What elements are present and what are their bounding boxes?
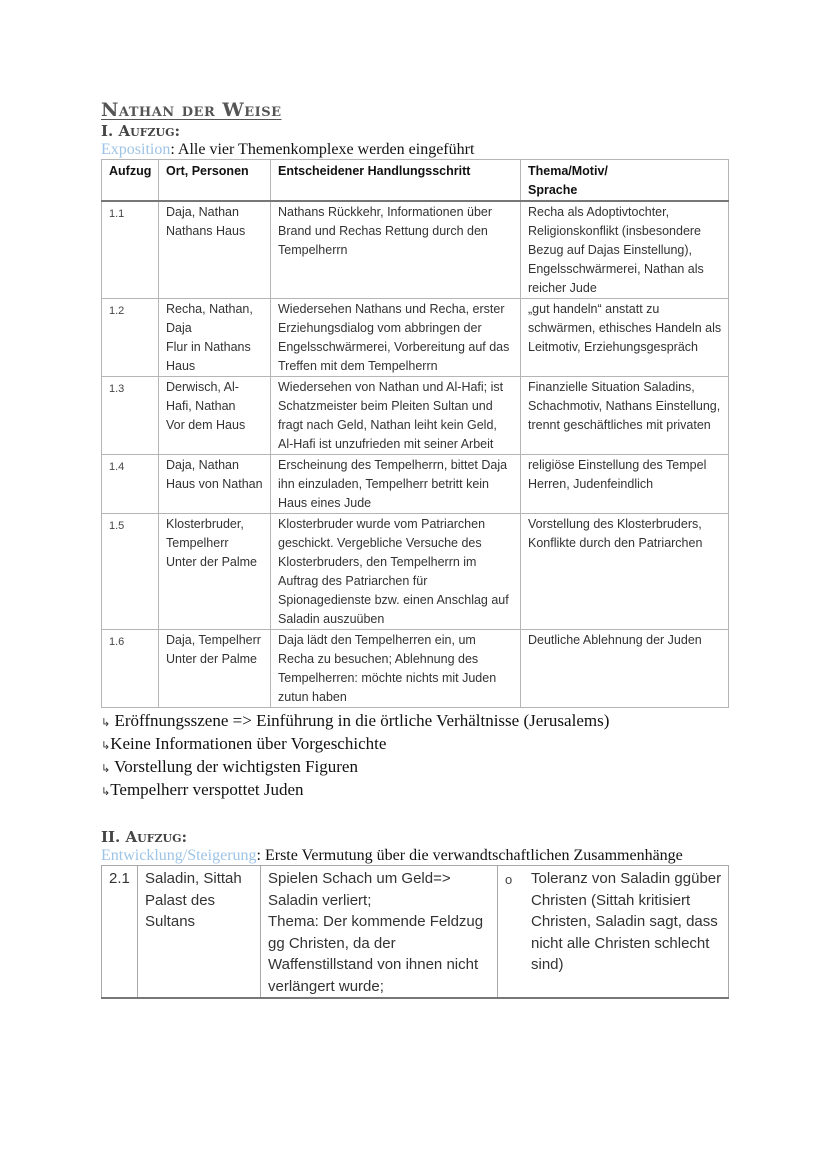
action-cell: Wiedersehen von Nathan und Al-Hafi; ist Schatzmeister beim Pleiten Sultan und fragt nach Geld, Nathan leiht kein Geld, Al-Hafi ist unzufrieden mit seiner Arbeit <box>271 377 521 455</box>
note-item <box>101 710 728 733</box>
place-persons-line: Vor dem Haus <box>166 418 246 432</box>
note-text: Eröffnungsszene => Einführung in die örtliche Verhältnisse (Jerusalems) <box>110 711 610 730</box>
action-cell: Daja lädt den Tempelherren ein, um Recha zu besuchen; Ablehnung des Tempelherren: möchte nichts mit Juden zutun haben <box>271 630 521 708</box>
theme-cell: religiöse Einstellung des Tempel Herren, Judenfeindlich <box>521 455 729 514</box>
note-item <box>101 779 728 802</box>
theme-cell: Recha als Adoptivtochter, Religionskonflikt (insbesondere Bezug auf Dajas Einstellung), Engelsschwärmerei, Nathan als reicher Jude <box>521 201 729 299</box>
act2-table <box>101 865 729 999</box>
place-persons-line: Derwisch, Al-Hafi, Nathan <box>166 380 239 413</box>
action-cell: Nathans Rückkehr, Informationen über Brand und Rechas Rettung durch den Tempelherrn <box>271 201 521 299</box>
act2-phase-label: Entwicklung/Steigerung <box>101 847 257 864</box>
place-persons-line: Daja, Nathan <box>166 458 239 472</box>
theme-text: Toleranz von Saladin ggüber Christen (Sittah kritisiert Christen, Saladin sagt, dass nicht alle Christen schlecht sind) <box>531 870 722 973</box>
bullet-item <box>505 868 722 976</box>
act1-phase-text: : Alle vier Themenkomplexe werden eingeführt <box>170 141 475 158</box>
table-row <box>102 299 729 377</box>
place-persons-cell <box>159 377 271 455</box>
scene-number: 1.1 <box>102 201 159 299</box>
action-line: Spielen Schach um Geld=> <box>268 870 451 887</box>
header-aufzug: Aufzug <box>102 160 159 202</box>
place-persons-line: Saladin, Sittah <box>145 870 242 887</box>
note-text: Vorstellung der wichtigsten Figuren <box>110 757 358 776</box>
action-line: Saladin verliert; <box>268 891 372 909</box>
place-persons-line: Unter der Palme <box>166 555 258 569</box>
act1-table <box>101 159 729 708</box>
scene-number: 2.1 <box>102 866 138 999</box>
action-cell: Wiedersehen Nathans und Recha, erster Erziehungsdialog vom abbringen der Engelsschwärmerei, Vorbereitung auf das Treffen mit dem Tempelherrn <box>271 299 521 377</box>
header-ort-personen: Ort, Personen <box>159 160 271 202</box>
table-row <box>102 201 729 299</box>
act2-heading: II. Aufzug: <box>101 828 188 846</box>
act2-phase <box>101 846 728 865</box>
act1-table-body <box>102 201 729 708</box>
theme-cell: Finanzielle Situation Saladins, Schachmotiv, Nathans Einstellung, trennt geschäftliches mit privaten <box>521 377 729 455</box>
header-handlungsschritt: Entscheidener Handlungsschritt <box>271 160 521 202</box>
table-row <box>102 630 729 708</box>
place-persons-line: Daja, Nathan <box>166 205 239 219</box>
header-thema-line1: Thema/Motiv/ <box>528 164 608 178</box>
return-arrow-icon: ↳ <box>101 716 111 729</box>
table-row <box>102 514 729 630</box>
scene-number: 1.2 <box>102 299 159 377</box>
theme-cell <box>498 866 729 999</box>
act2-phase-text: : Erste Vermutung über die verwandtschaftlichen Zusammenhänge <box>256 847 683 864</box>
note-text: Tempelherr verspottet Juden <box>110 780 304 799</box>
theme-cell: „gut handeln“ anstatt zu schwärmen, ethisches Handeln als Leitmotiv, Erziehungsgespräch <box>521 299 729 377</box>
table-header-row <box>102 160 729 202</box>
scene-number: 1.6 <box>102 630 159 708</box>
action-cell <box>261 866 498 999</box>
act1-phase-label: Exposition <box>101 141 171 158</box>
return-arrow-icon: ↳ <box>101 739 111 752</box>
theme-cell: Deutliche Ablehnung der Juden <box>521 630 729 708</box>
note-item <box>101 733 728 756</box>
action-line: Thema: Der kommende Feldzug gg Christen, da der Waffenstillstand von ihnen nicht verlängert wurde; <box>268 913 484 995</box>
act1-notes <box>101 710 728 802</box>
place-persons-cell <box>159 299 271 377</box>
theme-cell: Vorstellung des Klosterbruders, Konflikte durch den Patriarchen <box>521 514 729 630</box>
return-arrow-icon: ↳ <box>101 762 111 775</box>
place-persons-line: Palast des Sultans <box>145 891 216 930</box>
return-arrow-icon: ↳ <box>101 785 111 798</box>
place-persons-cell <box>159 455 271 514</box>
scene-number: 1.4 <box>102 455 159 514</box>
table-row <box>102 866 729 999</box>
header-thema-line2: Sprache <box>528 183 578 197</box>
document-page <box>101 98 728 999</box>
place-persons-line: Haus von Nathan <box>166 477 263 491</box>
place-persons-line: Nathans Haus <box>166 224 246 238</box>
place-persons-line: Recha, Nathan, Daja <box>166 302 253 335</box>
place-persons-cell <box>159 201 271 299</box>
act1-phase <box>101 140 728 159</box>
table-row <box>102 377 729 455</box>
note-text: Keine Informationen über Vorgeschichte <box>110 734 387 753</box>
place-persons-line: Unter der Palme <box>166 652 258 666</box>
place-persons-line: Flur in Nathans Haus <box>166 340 251 373</box>
place-persons-cell <box>138 866 261 999</box>
action-cell: Klosterbruder wurde vom Patriarchen geschickt. Vergebliche Versuche des Klosterbruders, den Tempelherrn im Auftrag des Patriarchen für Spionagedienste bzw. einen Anschlag auf Saladin auszuüben <box>271 514 521 630</box>
table-row <box>102 455 729 514</box>
note-item <box>101 756 728 779</box>
act1-heading: I. Aufzug: <box>101 122 181 140</box>
place-persons-line: Klosterbruder, Tempelherr <box>166 517 244 550</box>
place-persons-cell <box>159 630 271 708</box>
act2-table-body <box>102 866 729 999</box>
action-cell: Erscheinung des Tempelherrn, bittet Daja ihn einzuladen, Tempelherr betritt kein Haus eines Jude <box>271 455 521 514</box>
place-persons-line: Daja, Tempelherr <box>166 633 261 647</box>
scene-number: 1.3 <box>102 377 159 455</box>
place-persons-cell <box>159 514 271 630</box>
circle-bullet-icon: o <box>505 872 513 887</box>
header-thema <box>521 160 729 202</box>
scene-number: 1.5 <box>102 514 159 630</box>
document-title: Nathan der Weise <box>101 99 282 121</box>
